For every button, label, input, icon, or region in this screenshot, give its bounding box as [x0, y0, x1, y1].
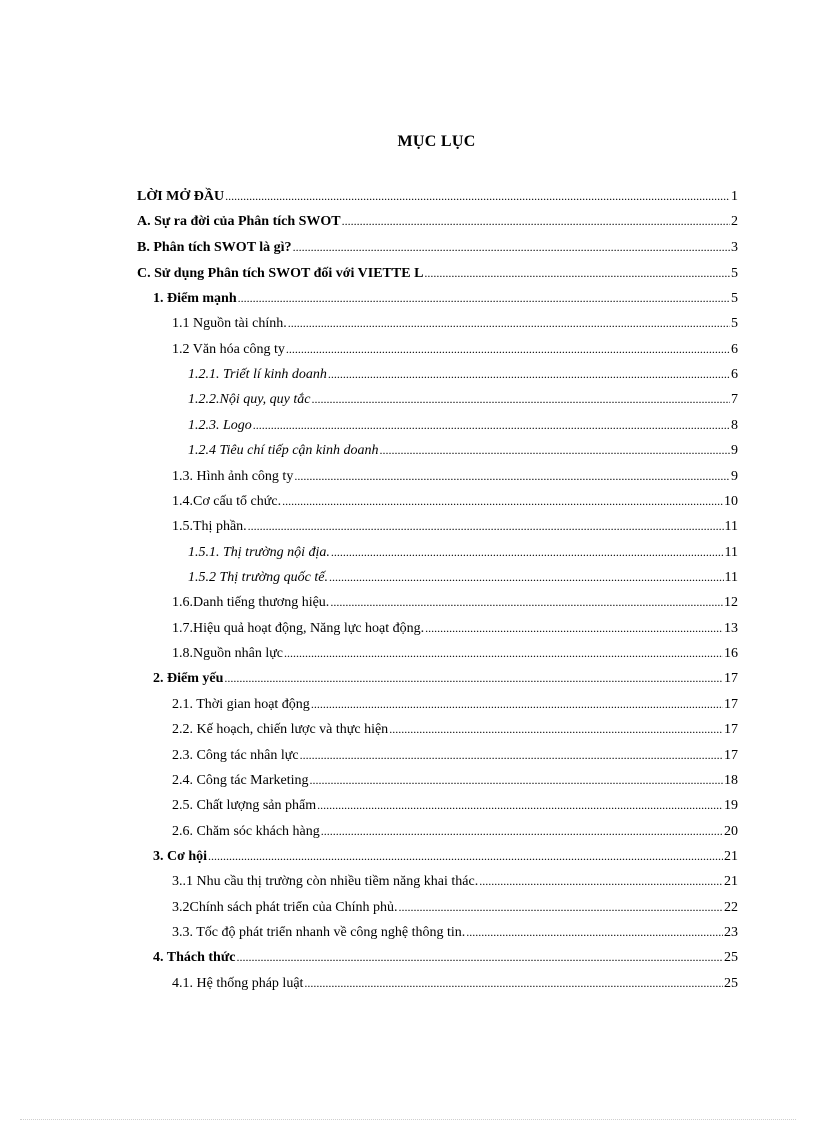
toc-entry[interactable]: [172, 693, 738, 713]
toc-entry[interactable]: [172, 642, 738, 662]
toc-entry-page: 8: [731, 418, 738, 433]
leader-dots: [248, 519, 724, 533]
toc-entry[interactable]: [188, 541, 738, 561]
toc-entry-label: 1.5.1. Thị trường nội địa.: [188, 545, 330, 560]
leader-dots: [311, 697, 723, 711]
toc-entry-page: 6: [731, 367, 738, 382]
toc-entry-page: 20: [724, 824, 738, 839]
leader-dots: [479, 874, 723, 888]
leader-dots: [253, 418, 730, 432]
toc-entry[interactable]: [172, 921, 738, 941]
toc-entry-page: 2: [731, 214, 738, 229]
toc-entry[interactable]: [188, 388, 738, 408]
toc-entry[interactable]: [153, 667, 738, 687]
toc-entry-label: 3.2Chính sách phát triển của Chính phủ.: [172, 900, 398, 915]
toc-entry[interactable]: [172, 896, 738, 916]
toc-entry-label: 1.4.Cơ cấu tổ chức.: [172, 494, 282, 509]
toc-entry-page: 13: [724, 621, 738, 636]
toc-entry-page: 7: [731, 392, 738, 407]
toc-entry[interactable]: [172, 744, 738, 764]
toc-entry[interactable]: [172, 591, 738, 611]
toc-entry[interactable]: [188, 414, 738, 434]
leader-dots: [424, 266, 730, 280]
toc-entry-label: 2.3. Công tác nhân lực: [172, 748, 299, 763]
toc-entry-label: 1.7.Hiệu quả hoạt động, Năng lực hoạt động.: [172, 621, 425, 636]
leader-dots: [342, 214, 730, 228]
toc-entry[interactable]: [172, 617, 738, 637]
toc-entry-label: 2.2. Kế hoạch, chiến lược và thực hiện: [172, 722, 389, 737]
toc-entry[interactable]: [188, 566, 738, 586]
toc-entry-page: 25: [724, 950, 738, 965]
toc-entry-label: 2.4. Công tác Marketing: [172, 773, 309, 788]
toc-entry[interactable]: [172, 338, 738, 358]
toc-entry-page: 9: [731, 469, 738, 484]
toc-entry-label: 1.2.4 Tiêu chí tiếp cận kinh doanh: [188, 443, 379, 458]
leader-dots: [288, 316, 730, 330]
toc-entry-page: 19: [724, 798, 738, 813]
toc-entry-page: 11: [724, 570, 738, 585]
leader-dots: [225, 189, 730, 203]
toc-entry[interactable]: [137, 262, 738, 282]
leader-dots: [286, 342, 730, 356]
toc-entry[interactable]: [188, 363, 738, 383]
toc-entry-page: 5: [731, 291, 738, 306]
toc-entry-label: 3..1 Nhu cầu thị trường còn nhiều tiềm năng khai thác.: [172, 874, 479, 889]
leader-dots: [389, 722, 723, 736]
toc-entry-label: 1.2 Văn hóa công ty: [172, 342, 285, 357]
toc-entry[interactable]: [172, 820, 738, 840]
toc-entry-label: 1.2.1. Triết lí kinh doanh: [188, 367, 327, 382]
toc-entry[interactable]: [172, 718, 738, 738]
toc-entry[interactable]: [137, 210, 738, 230]
toc-entry-page: 16: [724, 646, 738, 661]
toc-entry-label: 3.3. Tốc độ phát triển nhanh về công nghệ thông tin.: [172, 925, 466, 940]
toc-entry-label: 1. Điểm mạnh: [153, 291, 237, 306]
leader-dots: [238, 291, 730, 305]
leader-dots: [284, 646, 723, 660]
toc-entry[interactable]: [172, 515, 738, 535]
leader-dots: [328, 367, 730, 381]
leader-dots: [312, 392, 731, 406]
toc-entry[interactable]: [172, 972, 738, 992]
toc-entry-page: 11: [724, 545, 738, 560]
toc-entry-label: 4.1. Hệ thống pháp luật: [172, 976, 304, 991]
leader-dots: [380, 443, 730, 457]
leader-dots: [329, 570, 724, 584]
toc-entry-label: LỜI MỞ ĐẦU: [137, 189, 225, 204]
toc-entry-page: 12: [724, 595, 738, 610]
toc-entry-label: 1.6.Danh tiếng thương hiệu.: [172, 595, 330, 610]
toc-entry-page: 17: [724, 722, 738, 737]
toc-entry[interactable]: [153, 946, 738, 966]
toc-entry-label: C. Sử dụng Phân tích SWOT đối với VIETTE L: [137, 266, 424, 281]
toc-entry[interactable]: [137, 236, 738, 256]
toc-entry-label: 3. Cơ hội: [153, 849, 208, 864]
toc-entry[interactable]: [153, 845, 738, 865]
toc-entry-label: A. Sự ra đời của Phân tích SWOT: [137, 214, 341, 229]
leader-dots: [321, 824, 723, 838]
toc-entry-label: 2.6. Chăm sóc khách hàng: [172, 824, 320, 839]
leader-dots: [224, 671, 723, 685]
toc-entry-label: 1.8.Nguồn nhân lực: [172, 646, 284, 661]
toc-entry-page: 18: [724, 773, 738, 788]
toc-entry[interactable]: [137, 185, 738, 205]
leader-dots: [317, 798, 723, 812]
toc-entry-page: 9: [731, 443, 738, 458]
toc-entry[interactable]: [172, 312, 738, 332]
toc-entry[interactable]: [172, 490, 738, 510]
toc-entry-page: 1: [731, 189, 738, 204]
toc-entry-label: 1.1 Nguồn tài chính.: [172, 316, 287, 331]
toc-entry-label: 1.5.Thị phần.: [172, 519, 247, 534]
toc-entry-label: 1.5.2 Thị trường quốc tế.: [188, 570, 328, 585]
toc-entry-page: 17: [724, 671, 738, 686]
toc-entry[interactable]: [172, 794, 738, 814]
toc-entry-page: 11: [724, 519, 738, 534]
toc-entry[interactable]: [153, 287, 738, 307]
toc-entry-page: 17: [724, 697, 738, 712]
leader-dots: [293, 240, 730, 254]
toc-entry-label: 2.5. Chất lượng sản phẩm: [172, 798, 317, 813]
toc-entry-label: 1.2.2.Nội quy, quy tắc: [188, 392, 311, 407]
leader-dots: [300, 748, 723, 762]
leader-dots: [309, 773, 723, 787]
toc-entry-label: 2.1. Thời gian hoạt động: [172, 697, 310, 712]
leader-dots: [294, 469, 730, 483]
leader-dots: [399, 900, 723, 914]
toc-entry-label: 2. Điểm yếu: [153, 671, 224, 686]
toc-entry-page: 21: [724, 874, 738, 889]
toc-entry-page: 25: [724, 976, 738, 991]
leader-dots: [425, 621, 723, 635]
toc-entry-label: 1.3. Hình ảnh công ty: [172, 469, 294, 484]
leader-dots: [236, 950, 723, 964]
toc-entry-label: 4. Thách thức: [153, 950, 236, 965]
toc-entry-page: 5: [731, 266, 738, 281]
leader-dots: [208, 849, 723, 863]
toc-entry-page: 10: [724, 494, 738, 509]
leader-dots: [330, 595, 723, 609]
toc-entry-page: 3: [731, 240, 738, 255]
leader-dots: [331, 545, 724, 559]
toc-entry-page: 17: [724, 748, 738, 763]
toc-entry-page: 21: [724, 849, 738, 864]
leader-dots: [282, 494, 723, 508]
leader-dots: [304, 976, 723, 990]
toc-entry[interactable]: [172, 769, 738, 789]
page-title: MỤC LỤC: [397, 133, 476, 150]
leader-dots: [466, 925, 723, 939]
toc-entry-page: 22: [724, 900, 738, 915]
page-bottom-divider: [20, 1119, 796, 1120]
toc-entry-page: 5: [731, 316, 738, 331]
toc-entry-label: 1.2.3. Logo: [188, 418, 252, 433]
toc-entry-page: 23: [724, 925, 738, 940]
toc-entry[interactable]: [172, 465, 738, 485]
toc-entry[interactable]: [172, 870, 738, 890]
toc-entry-page: 6: [731, 342, 738, 357]
toc-entry[interactable]: [188, 439, 738, 459]
toc-entry-label: B. Phân tích SWOT là gì?: [137, 240, 292, 255]
